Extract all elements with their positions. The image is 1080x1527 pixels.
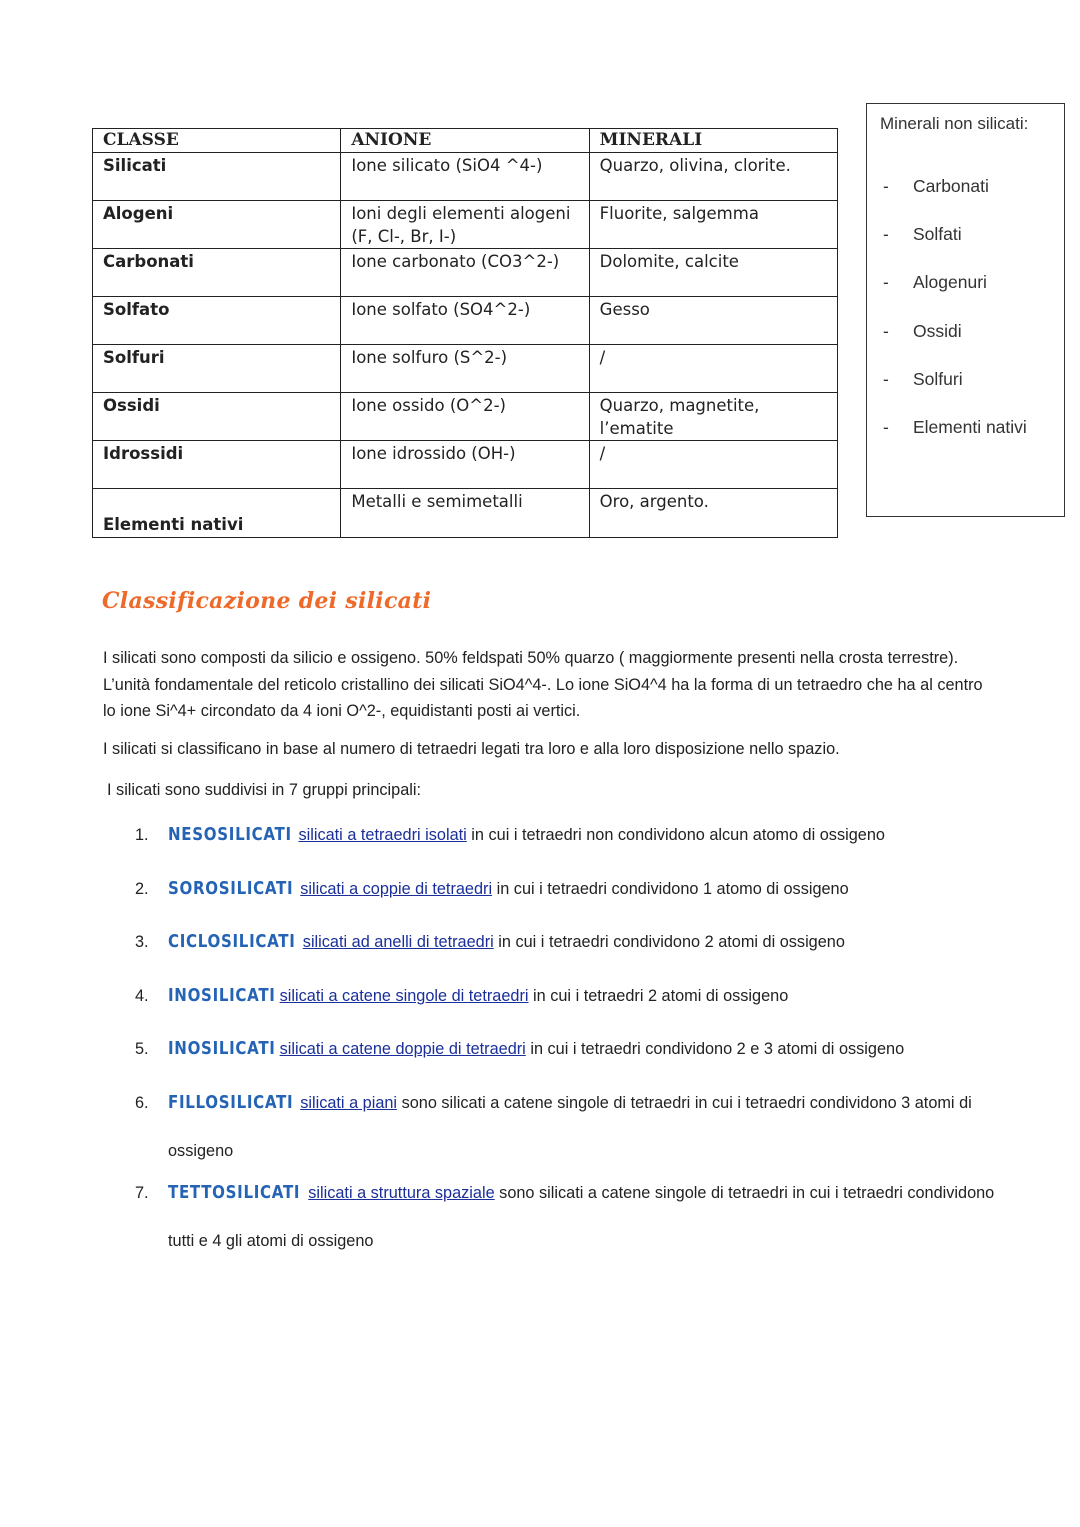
group-link[interactable]: silicati ad anelli di tetraedri (302, 933, 494, 951)
groups-intro: I silicati sono suddivisi in 7 gruppi principali: (107, 781, 422, 799)
cell-anione: Ione carbonato (CO3^2-) (341, 249, 589, 297)
cell-anione: Ione silicato (SiO4 ^4-) (341, 153, 589, 201)
cell-minerali: Quarzo, olivina, clorite. (589, 153, 837, 201)
list-item: - Ossidi (913, 321, 1027, 369)
table-row (93, 249, 838, 297)
list-item: - Carbonati (913, 176, 1027, 224)
item-number: 2. (135, 880, 149, 898)
table-row (93, 489, 838, 538)
item-number: 5. (135, 1040, 149, 1058)
cell-anione: Ione solfato (SO4^2-) (341, 297, 589, 345)
table-row (93, 297, 838, 345)
group-link[interactable]: silicati a tetraedri isolati (298, 826, 467, 844)
cell-minerali: Dolomite, calcite (589, 249, 837, 297)
group-name: TETTOSILICATI (168, 1183, 301, 1203)
group-link[interactable]: silicati a catene singole di tetraedri (279, 987, 529, 1005)
cell-classe: Alogeni (93, 201, 341, 249)
cell-anione: Ione ossido (O^2-) (341, 393, 589, 441)
cell-anione: Ione solfuro (S^2-) (341, 345, 589, 393)
cell-anione: Ione idrossido (OH-) (341, 441, 589, 489)
group-desc: sono silicati a catene singole di tetraedri in cui i tetraedri condividono 3 atomi di (397, 1094, 972, 1112)
cell-minerali: / (589, 345, 837, 393)
cell-classe: Ossidi (93, 393, 341, 441)
non-silicate-box (866, 103, 1065, 517)
table-row (93, 345, 838, 393)
table-row (93, 441, 838, 489)
cell-anione: Ioni degli elementi alogeni (F, Cl-, Br, I-) (341, 201, 589, 249)
cell-classe: Solfato (93, 297, 341, 345)
cell-classe: Silicati (93, 153, 341, 201)
cell-anione: Metalli e semimetalli (341, 489, 589, 538)
item-number: 7. (135, 1184, 149, 1202)
group-name: INOSILICATI (168, 1039, 276, 1059)
group-desc: in cui i tetraedri non condividono alcun atomo di ossigeno (466, 826, 885, 844)
group-desc: in cui i tetraedri condividono 2 e 3 atomi di ossigeno (525, 1040, 905, 1058)
cell-minerali: Fluorite, salgemma (589, 201, 837, 249)
group-desc: sono silicati a catene singole di tetraedri in cui i tetraedri condividono (494, 1184, 995, 1202)
cell-classe: Carbonati (93, 249, 341, 297)
list-item (135, 822, 1035, 848)
group-name: FILLOSILICATI (168, 1093, 294, 1113)
group-desc: in cui i tetraedri 2 atomi di ossigeno (528, 987, 789, 1005)
table-row (93, 393, 838, 441)
item-number: 4. (135, 987, 149, 1005)
table-row (93, 153, 838, 201)
section-heading: Classificazione dei silicati (102, 588, 432, 614)
cell-minerali: Oro, argento. (589, 489, 837, 538)
list-item: - Alogenuri (913, 272, 1027, 320)
list-item (135, 1036, 1035, 1062)
cell-classe: Elementi nativi (93, 489, 341, 538)
list-item: - Solfuri (913, 369, 1027, 417)
side-box-title: Minerali non silicati: (880, 114, 1029, 133)
cell-minerali: Gesso (589, 297, 837, 345)
table-row (93, 201, 838, 249)
cell-minerali: / (589, 441, 837, 489)
group-name: CICLOSILICATI (168, 932, 296, 952)
list-item (135, 1180, 1035, 1254)
intro-paragraph: I silicati sono composti da silicio e ossigeno. 50% feldspati 50% quarzo ( maggiormente presenti nella crosta terrestre). L’unità fondamentale del reticolo cristallino dei silicati SiO4^4-. Lo ione SiO4^4 ha la forma di un tetraedro che ha al centro lo ione Si^4+ circondato da 4 ioni O^2-, equidistanti posti ai vertici. (103, 649, 983, 720)
non-silicate-list (913, 176, 1027, 465)
classification-paragraph: I silicati si classificano in base al numero di tetraedri legati tra loro e alla loro disposizione nello spazio. (103, 740, 840, 758)
group-link[interactable]: silicati a catene doppie di tetraedri (279, 1040, 526, 1058)
list-item (135, 983, 1035, 1009)
group-link[interactable]: silicati a struttura spaziale (308, 1184, 495, 1202)
group-desc: in cui i tetraedri condividono 1 atomo di ossigeno (492, 880, 849, 898)
list-item (135, 929, 1035, 955)
cell-classe: Solfuri (93, 345, 341, 393)
group-desc-continued: tutti e 4 gli atomi di ossigeno (168, 1232, 374, 1250)
minerals-table (92, 128, 838, 538)
group-name: SOROSILICATI (168, 879, 294, 899)
group-desc-continued: ossigeno (168, 1142, 234, 1160)
list-item: - Elementi nativi (913, 417, 1027, 465)
group-desc: in cui i tetraedri condividono 2 atomi di ossigeno (493, 933, 845, 951)
header-classe: CLASSE (93, 129, 341, 153)
list-item: - Solfati (913, 224, 1027, 272)
list-item (135, 1090, 1035, 1164)
item-number: 6. (135, 1094, 149, 1112)
header-minerali: MINERALI (589, 129, 837, 153)
group-name: NESOSILICATI (168, 825, 292, 845)
list-item (135, 876, 1035, 902)
group-link[interactable]: silicati a piani (300, 1094, 398, 1112)
cell-classe: Idrossidi (93, 441, 341, 489)
header-anione: ANIONE (341, 129, 589, 153)
group-link[interactable]: silicati a coppie di tetraedri (300, 880, 493, 898)
table-header-row (93, 129, 838, 153)
item-number: 1. (135, 826, 149, 844)
cell-minerali: Quarzo, magnetite, l’ematite (589, 393, 837, 441)
item-number: 3. (135, 933, 149, 951)
group-name: INOSILICATI (168, 986, 276, 1006)
